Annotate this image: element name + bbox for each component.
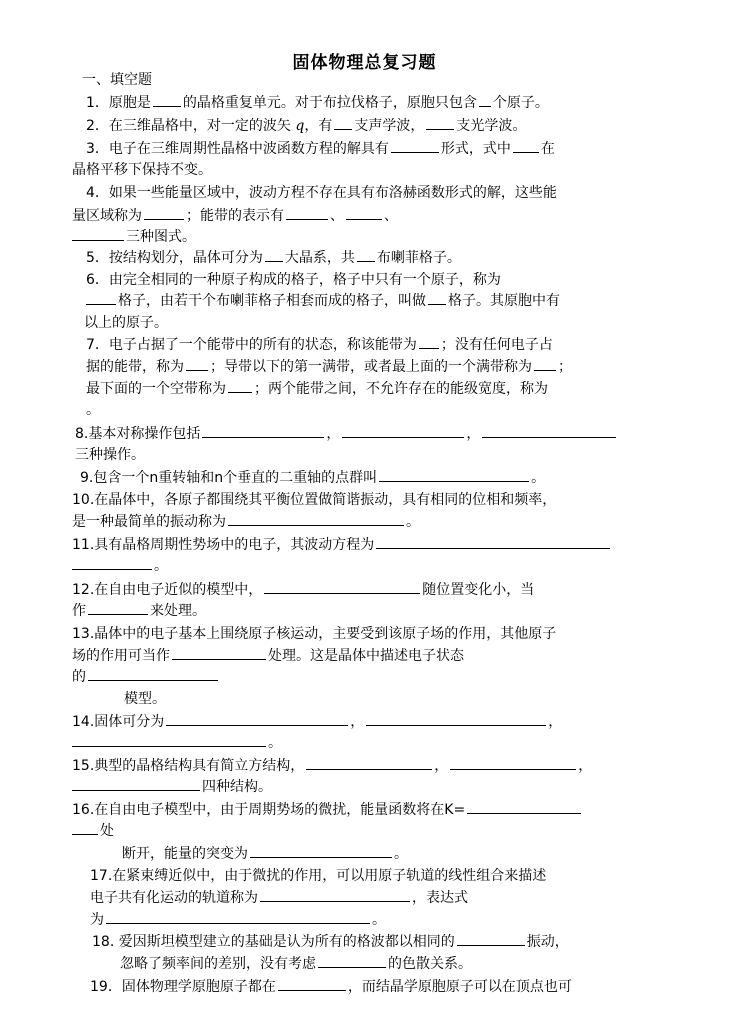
q17-text-b: ，表达式 bbox=[412, 890, 468, 906]
q3-text-b: 形式，式中 bbox=[440, 141, 511, 157]
blank[interactable] bbox=[186, 357, 208, 371]
q14-text-d: 。 bbox=[268, 735, 282, 751]
question-16 bbox=[72, 800, 583, 820]
blank[interactable] bbox=[318, 954, 386, 968]
q7-text-g: ；两个能带之间，不允许存在的能级宽度，称为 bbox=[254, 381, 548, 397]
blank[interactable] bbox=[72, 227, 124, 241]
blank[interactable] bbox=[457, 932, 525, 946]
q18-text-b: 振动， bbox=[526, 934, 569, 950]
blank[interactable] bbox=[153, 93, 181, 107]
q5-text-b: 大晶系，共 bbox=[284, 250, 355, 266]
question-7 bbox=[86, 335, 553, 355]
blank[interactable] bbox=[172, 646, 266, 660]
question-16-cont bbox=[72, 821, 114, 841]
blank[interactable] bbox=[228, 512, 404, 526]
blank[interactable] bbox=[342, 424, 464, 438]
q13-text-c: 的 bbox=[72, 669, 86, 685]
q2-text-a: 2．在三维晶格中，对一定的波矢 bbox=[86, 118, 291, 134]
q1-text-b: 的晶格重复单元。对于布拉伐格子，原胞只包含 bbox=[182, 95, 477, 111]
q18-text-c: 忽略了频率间的差别，没有考虑 bbox=[120, 956, 316, 972]
blank[interactable] bbox=[265, 248, 283, 262]
q12-text-c: 作 bbox=[72, 603, 86, 619]
q7-text-f: 最下面的一个空带称为 bbox=[86, 381, 226, 397]
question-9 bbox=[80, 468, 545, 488]
question-13-cont bbox=[72, 646, 464, 666]
q7-text-c: 据的能带，称为 bbox=[86, 359, 184, 375]
q11-text-b: 。 bbox=[154, 558, 168, 574]
blank[interactable] bbox=[366, 712, 546, 726]
blank[interactable] bbox=[428, 291, 446, 305]
blank[interactable] bbox=[228, 379, 252, 393]
question-14-cont bbox=[72, 733, 282, 753]
question-5 bbox=[86, 248, 461, 268]
blank[interactable] bbox=[72, 821, 98, 835]
question-17-cont bbox=[90, 888, 468, 908]
q4-text-a: 量区域称为 bbox=[72, 208, 142, 224]
blank[interactable] bbox=[357, 248, 375, 262]
blank[interactable] bbox=[306, 756, 432, 770]
q7-text-b: ；没有任何电子占 bbox=[440, 337, 553, 353]
blank[interactable] bbox=[379, 468, 529, 482]
q17-text-a: 电子共有化运动的轨道称为 bbox=[90, 890, 258, 906]
page-title: 固体物理总复习题 bbox=[292, 53, 437, 73]
q2-text-b: ，有 bbox=[304, 118, 333, 134]
q18-text-d: 的色散关系。 bbox=[388, 956, 472, 972]
question-7-cont3: 。 bbox=[86, 402, 100, 418]
q1-text-a: 1．原胞是 bbox=[86, 95, 151, 111]
q19-text-a: 19．固体物理学原胞原子都在 bbox=[90, 979, 276, 995]
question-16-cont2 bbox=[122, 844, 408, 864]
question-7-cont bbox=[86, 357, 572, 377]
blank[interactable] bbox=[426, 116, 454, 130]
q13-text-a: 场的作用可当作 bbox=[72, 648, 170, 664]
q8-text-c: ， bbox=[466, 426, 481, 442]
blank[interactable] bbox=[72, 777, 200, 791]
question-14 bbox=[72, 712, 562, 732]
q2-text-d: 支光学波。 bbox=[456, 118, 527, 134]
question-11 bbox=[72, 535, 612, 555]
q14-text-c: ， bbox=[548, 714, 563, 730]
q16-text-a: 16.在自由电子模型中，由于周期势场的微扰，能量函数将在K= bbox=[72, 802, 466, 818]
blank[interactable] bbox=[166, 712, 348, 726]
q10-text-b: 。 bbox=[406, 514, 420, 530]
q5-text-a: 5．按结构划分，晶体可分为 bbox=[86, 250, 263, 266]
question-15 bbox=[72, 756, 592, 776]
q11-text-a: 11.具有晶格周期性势场中的电子，其波动方程为 bbox=[72, 537, 375, 553]
blank[interactable] bbox=[278, 977, 346, 991]
q8-text-a: 8.基本对称操作包括 bbox=[75, 426, 201, 442]
blank[interactable] bbox=[450, 756, 576, 770]
q1-text-c: 个原子。 bbox=[492, 95, 549, 111]
question-17: 17.在紧束缚近似中，由于微扰的作用，可以用原子轨道的线性组合来描述 bbox=[90, 868, 547, 884]
blank[interactable] bbox=[391, 139, 439, 153]
question-12 bbox=[72, 580, 534, 600]
q15-text-a: 15.典型的晶格结构具有简立方结构， bbox=[72, 758, 305, 774]
q16-text-d: 。 bbox=[394, 846, 408, 862]
q7-text-a: 7．电子占据了一个能带中的所有的状态，称该能带为 bbox=[86, 337, 417, 353]
question-3 bbox=[86, 139, 555, 159]
q12-text-d: 来处理。 bbox=[150, 603, 206, 619]
q3-text-a: 3．电子在三维周期性晶格中波函数方程的解具有 bbox=[86, 141, 389, 157]
section-heading: 一、填空题 bbox=[82, 72, 152, 88]
blank[interactable] bbox=[467, 800, 581, 814]
blank[interactable] bbox=[286, 206, 328, 220]
q12-text-b: 随位置变化小，当 bbox=[422, 582, 535, 598]
q9-text-a: 9.包含一个n重转轴和n个垂直的二重轴的点群叫 bbox=[80, 470, 378, 486]
question-10: 10.在晶体中，各原子都围绕其平衡位置做简谐振动，具有相同的位相和频率， bbox=[72, 492, 557, 508]
blank[interactable] bbox=[419, 335, 439, 349]
blank[interactable] bbox=[334, 116, 352, 130]
blank[interactable] bbox=[86, 291, 116, 305]
q4-text-b: ；能带的表示有 bbox=[186, 208, 284, 224]
question-1 bbox=[86, 93, 549, 113]
question-2 bbox=[86, 116, 526, 136]
question-13-cont2 bbox=[72, 667, 220, 687]
q15-text-c: ， bbox=[578, 758, 593, 774]
question-18 bbox=[92, 932, 569, 952]
question-13: 13.晶体中的电子基本上围绕原子核运动，主要受到该原子场的作用，其他原子 bbox=[72, 626, 557, 642]
question-6-cont bbox=[86, 291, 560, 311]
q15-text-b: ， bbox=[434, 758, 449, 774]
q17-text-c: 为 bbox=[90, 912, 104, 928]
question-8 bbox=[75, 424, 618, 444]
blank[interactable] bbox=[202, 424, 324, 438]
q19-text-b: ，而结晶学原胞原子可以在顶点也可 bbox=[347, 979, 572, 995]
q8-text-b: ， bbox=[326, 426, 341, 442]
question-4-cont bbox=[72, 206, 398, 226]
question-18-cont bbox=[120, 954, 472, 974]
q3-text-c: 在 bbox=[540, 141, 555, 157]
blank[interactable] bbox=[106, 910, 370, 924]
question-13-cont3: 模型。 bbox=[124, 691, 166, 707]
q9-text-b: 。 bbox=[531, 470, 546, 486]
blank[interactable] bbox=[482, 424, 616, 438]
question-11-cont bbox=[72, 556, 168, 576]
question-15-cont bbox=[72, 777, 272, 797]
blank[interactable] bbox=[88, 601, 148, 615]
q5-text-c: 布喇菲格子。 bbox=[376, 250, 461, 266]
q15-text-d: 四种结构。 bbox=[202, 779, 272, 795]
question-4-cont2 bbox=[72, 227, 196, 247]
q4-text-d: 、 bbox=[384, 208, 398, 224]
q17-text-d: 。 bbox=[372, 912, 386, 928]
question-7-cont2 bbox=[86, 379, 548, 399]
q12-text-a: 12.在自由电子近似的模型中， bbox=[72, 582, 263, 598]
question-17-cont2 bbox=[90, 910, 386, 930]
question-8-cont: 三种操作。 bbox=[75, 447, 145, 463]
q4-text-c: 、 bbox=[330, 208, 344, 224]
q7-text-d: ；导带以下的第一满带，或者最上面的一个满带称为 bbox=[210, 359, 532, 375]
blank[interactable] bbox=[88, 667, 218, 681]
blank[interactable] bbox=[250, 844, 392, 858]
q18-text-a: 18. 爱因斯坦模型建立的基础是认为所有的格波都以相同的 bbox=[92, 934, 455, 950]
q10-text-a: 是一种最简单的振动称为 bbox=[72, 514, 226, 530]
q13-text-b: 处理。这是晶体中描述电子状态 bbox=[268, 648, 464, 664]
blank[interactable] bbox=[264, 580, 420, 594]
blank[interactable] bbox=[534, 357, 556, 371]
blank[interactable] bbox=[346, 206, 382, 220]
q16-text-c: 断开，能量的突变为 bbox=[122, 846, 248, 862]
blank[interactable] bbox=[479, 93, 491, 107]
blank[interactable] bbox=[376, 535, 610, 549]
blank[interactable] bbox=[72, 556, 152, 570]
blank[interactable] bbox=[144, 206, 184, 220]
q2-text-c: 支声学波， bbox=[354, 118, 425, 134]
q16-text-b: 处 bbox=[100, 823, 114, 839]
q14-text-b: ， bbox=[350, 714, 365, 730]
question-3-cont: 晶格平移下保持不变。 bbox=[72, 162, 212, 178]
question-19 bbox=[90, 977, 572, 997]
q7-text-e: ； bbox=[558, 359, 572, 375]
question-6-cont2: 以上的原子。 bbox=[84, 315, 168, 331]
q14-text-a: 14.固体可分为 bbox=[72, 714, 165, 730]
q4-text-e: 三种图式。 bbox=[126, 229, 196, 245]
question-12-cont bbox=[72, 601, 206, 621]
wavevector-symbol: q bbox=[295, 118, 305, 134]
question-10-cont bbox=[72, 512, 420, 532]
blank[interactable] bbox=[260, 888, 410, 902]
blank[interactable] bbox=[513, 139, 539, 153]
question-6: 6．由完全相同的一种原子构成的格子，格子中只有一个原子，称为 bbox=[86, 272, 501, 288]
question-4: 4．如果一些能量区域中，波动方程不存在具有布洛赫函数形式的解，这些能 bbox=[86, 185, 557, 201]
blank[interactable] bbox=[72, 733, 266, 747]
q6-text-b: 格子。其原胞中有 bbox=[448, 293, 560, 309]
q6-text-a: 格子，由若干个布喇菲格子相套而成的格子，叫做 bbox=[118, 293, 426, 309]
